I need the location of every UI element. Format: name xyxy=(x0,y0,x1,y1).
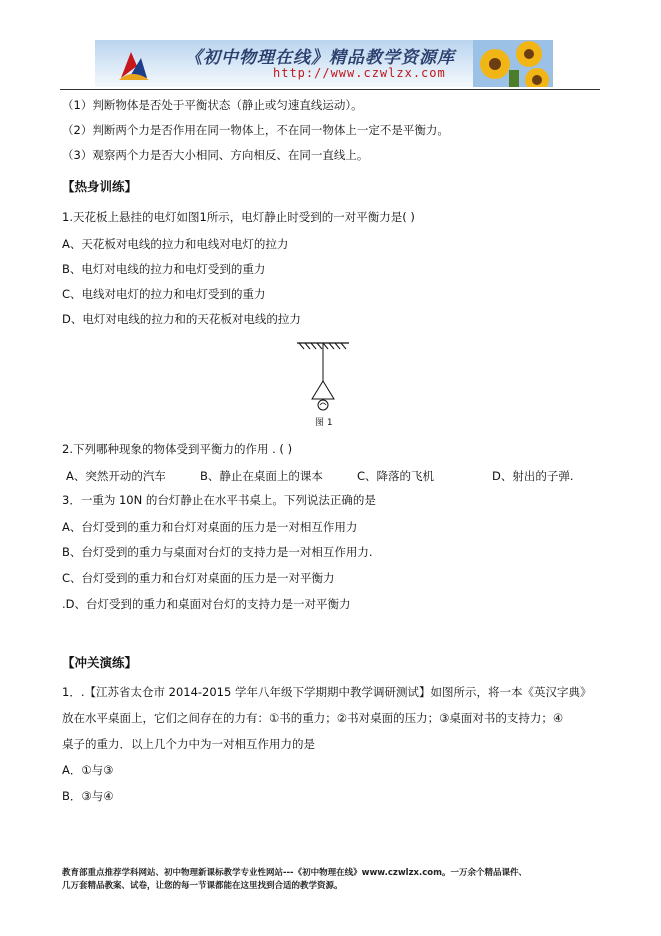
question-3-option-a: A、台灯受到的重力和台灯对桌面的压力是一对相互作用力 xyxy=(62,520,358,534)
question-3-option-c: C、台灯受到的重力和台灯对桌面的压力是一对平衡力 xyxy=(62,571,335,585)
question-1-stem: 1.天花板上悬挂的电灯如图1所示，电灯静止时受到的一对平衡力是( ) xyxy=(62,210,415,224)
question-2-option-b: B、静止在桌面上的课本 xyxy=(200,469,323,483)
intro-line-2: （2）判断两个力是否作用在同一物体上，不在同一物体上一定不是平衡力。 xyxy=(62,123,449,137)
question-2-option-d: D、射出的子弹. xyxy=(492,469,574,483)
question-1-option-a: A、天花板对电线的拉力和电线对电灯的拉力 xyxy=(62,237,289,251)
figure-1 xyxy=(293,341,353,429)
question-3-stem: 3．一重为 10N 的台灯静止在水平书桌上。下列说法正确的是 xyxy=(62,493,376,507)
challenge-question-1-line-1: 1．.【江苏省太仓市 2014-2015 学年八年级下学期期中教学调研测试】如图所示，将一本《英汉字典》 xyxy=(62,685,592,699)
header-divider xyxy=(60,89,600,90)
question-1-option-b: B、电灯对电线的拉力和电灯受到的重力 xyxy=(62,262,266,276)
intro-line-1: （1）判断物体是否处于平衡状态（静止或匀速直线运动）。 xyxy=(62,98,363,112)
hanging-lamp-icon xyxy=(293,341,353,417)
sunflower-icon xyxy=(473,40,553,87)
figure-1-caption: 图 1 xyxy=(315,418,333,428)
banner-url: http://www.czwlzx.com xyxy=(273,66,446,80)
challenge-question-1-option-a: A．①与③ xyxy=(62,763,114,777)
question-2-stem: 2.下列哪种现象的物体受到平衡力的作用 . ( ) xyxy=(62,442,293,456)
question-1-option-c: C、电线对电灯的拉力和电灯受到的重力 xyxy=(62,287,266,301)
question-1-option-d: D、电灯对电线的拉力和的天花板对电线的拉力 xyxy=(62,312,301,326)
site-logo-icon xyxy=(117,48,151,82)
question-3-option-d: .D、台灯受到的重力和桌面对台灯的支持力是一对平衡力 xyxy=(62,597,351,611)
question-2-option-c: C、降落的飞机 xyxy=(357,469,435,483)
section-heading-challenge: 【冲关演练】 xyxy=(62,655,138,670)
challenge-question-1-line-3: 桌子的重力．以上几个力中为一对相互作用力的是 xyxy=(62,737,315,751)
footer-line-2: 几万套精品教案、试卷，让您的每一节课都能在这里找到合适的教学资源。 xyxy=(62,881,343,891)
banner-title: 《初中物理在线》精品教学资源库 xyxy=(185,48,455,68)
challenge-question-1-line-2: 放在水平桌面上，它们之间存在的力有：①书的重力；②书对桌面的压力；③桌面对书的支持力；④ xyxy=(62,711,564,725)
header-banner xyxy=(95,40,553,87)
question-2-option-a: A、突然开动的汽车 xyxy=(66,469,166,483)
challenge-question-1-option-b: B．③与④ xyxy=(62,789,114,803)
intro-line-3: （3）观察两个力是否大小相同、方向相反、在同一直线上。 xyxy=(62,148,369,162)
section-heading-warmup: 【热身训练】 xyxy=(62,179,138,194)
question-3-option-b: B、台灯受到的重力与桌面对台灯的支持力是一对相互作用力. xyxy=(62,545,373,559)
footer-line-1: 教育部重点推荐学科网站、初中物理新课标教学专业性网站---《初中物理在线》www.czwlzx.com。一万余个精品课件、 xyxy=(62,868,527,878)
